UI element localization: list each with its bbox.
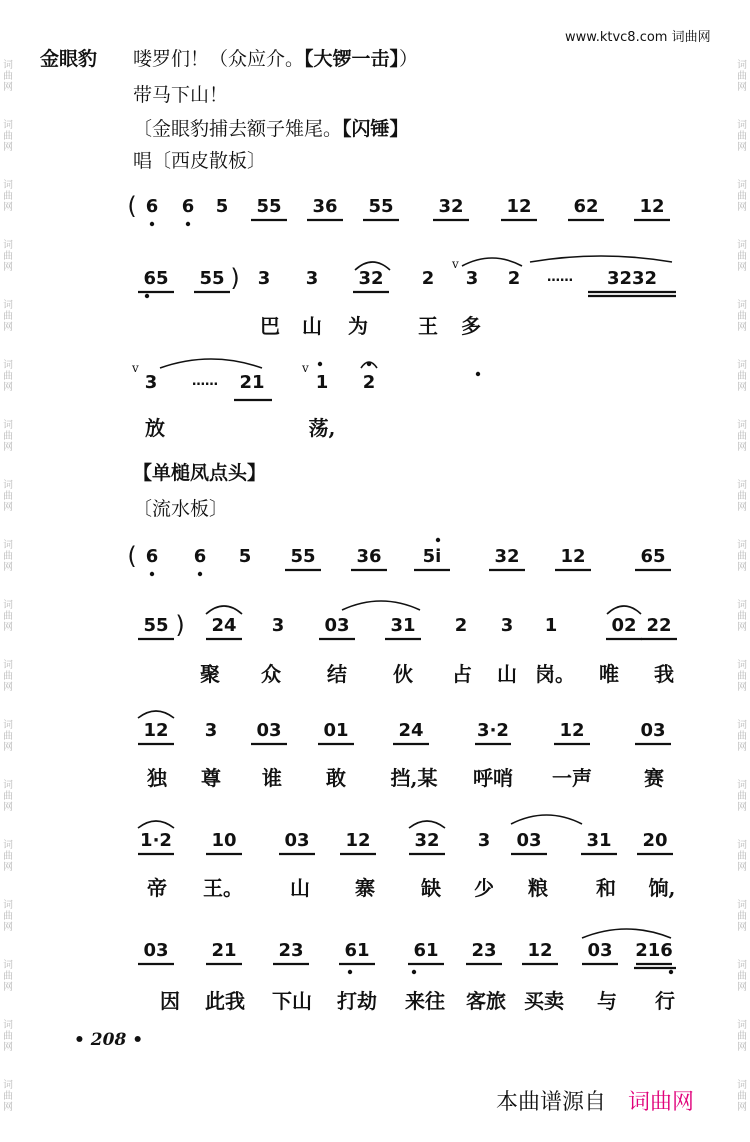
note-row3-0: 3 [144,372,158,393]
note-row1-8: 12 [506,196,532,217]
slur-mark [530,256,672,262]
octave-dot [318,362,322,366]
note-row4-3: 5 [238,546,252,567]
page-number: • 208 • [74,1030,144,1050]
lyric-lyrics7-1: 王。 [203,876,243,900]
watermark-text: 词 曲 网 [737,600,747,633]
note-row6-1: 3 [204,720,218,741]
watermark-text: 词 曲 网 [737,420,747,453]
note-row2-2: ) [230,264,240,292]
note-row4-9: 65 [640,546,666,567]
watermark-text: 词 曲 网 [737,960,747,993]
note-row6-2: 03 [256,720,282,741]
lyric-lyrics8-7: 与 [597,989,617,1013]
watermark-text: 词 曲 网 [3,540,13,573]
note-row3-2: 21 [239,372,265,393]
slur-mark [511,815,582,824]
note-row8-0: 03 [143,940,169,961]
note-row8-4: 61 [413,940,439,961]
note-row7-0: 1·2 [140,830,172,851]
note-row2-0: 65 [143,268,169,289]
note-row1-5: 36 [312,196,338,217]
lyric-lyrics3-1: 荡, [308,416,336,440]
octave-dot [186,222,190,226]
lyric-lyrics7-5: 少 [474,876,494,900]
slur-mark [409,821,445,828]
lyric-lyrics7-6: 粮 [528,876,548,900]
watermark-text: 词 曲 网 [3,900,13,933]
watermark-text: 词 曲 网 [737,840,747,873]
lyric-lyrics7-8: 饷, [648,876,676,900]
note-row5-9: 02 [611,615,637,636]
slur-mark [138,821,174,828]
percussion-cue-3: 【单槌凤点头】 [133,462,267,484]
slur-mark [206,606,242,614]
tempo-label: 〔流水板〕 [133,498,229,520]
note-row7-3: 12 [345,830,371,851]
lyric-lyrics8-5: 客旅 [466,989,506,1013]
lyric-lyrics8-3: 打劫 [337,989,377,1013]
watermark-text: 词 曲 网 [3,660,13,693]
lyric-lyrics3-0: 放 [145,416,165,440]
watermark-text: 词 曲 网 [3,780,13,813]
breath-mark: v [132,361,139,375]
note-row6-3: 01 [323,720,349,741]
note-row1-1: 6 [145,196,159,217]
slur-mark [607,606,641,614]
note-row5-0: 55 [143,615,169,636]
note-row2-9: …… [547,270,573,285]
watermark-text: 词 曲 网 [3,1020,13,1053]
lyric-lyrics7-7: 和 [596,876,616,900]
watermark-text: 词 曲 网 [737,180,747,213]
lyric-lyrics8-6: 买卖 [524,989,564,1013]
note-row1-0: ( [127,192,137,220]
octave-dot [412,970,416,974]
watermark-text: 词 曲 网 [3,840,13,873]
lyric-lyrics6-2: 谁 [262,766,282,790]
note-row8-5: 23 [471,940,497,961]
speaker-name: 金眼豹 [40,48,98,70]
note-row8-6: 12 [527,940,553,961]
lyric-lyrics6-6: 一声 [552,766,592,790]
note-row1-7: 32 [438,196,464,217]
note-row6-0: 12 [143,720,169,741]
note-row5-6: 2 [454,615,468,636]
note-row4-5: 36 [356,546,382,567]
lyric-lyrics5-4: 占 [452,662,472,686]
note-row2-1: 55 [199,268,225,289]
watermark-text: 词 曲 网 [737,300,747,333]
lyric-lyrics5-8: 我 [654,662,674,686]
lyric-lyrics5-3: 伙 [393,662,413,686]
lyric-lyrics2-3: 王 [418,314,438,338]
note-row7-8: 20 [642,830,668,851]
lyric-lyrics8-1: 此我 [205,989,245,1013]
watermark-text: 词 曲 网 [737,540,747,573]
note-row3-4: 2 [362,372,376,393]
lyric-lyrics5-0: 聚 [200,662,220,686]
note-row5-10: 22 [646,615,672,636]
watermark-text: 词 曲 网 [3,720,13,753]
lyric-lyrics6-5: 呼哨 [473,766,513,790]
note-row2-10: 3232 [606,268,658,289]
note-row4-7: 32 [494,546,520,567]
source-footer [496,1085,694,1116]
breath-mark: v [452,257,459,271]
brand-link[interactable]: 词曲网 [628,1090,695,1115]
percussion-cue: 【大锣一击】 [304,48,400,70]
note-row7-1: 10 [211,830,237,851]
note-row8-3: 61 [344,940,370,961]
note-row8-1: 21 [211,940,237,961]
note-row3-3: 1 [315,372,329,393]
note-row8-2: 23 [278,940,304,961]
watermark-text: 词 曲 网 [3,60,13,93]
note-row7-2: 03 [284,830,310,851]
note-row5-5: 31 [390,615,416,636]
dialogue-text-end: ） [399,48,419,70]
lyric-lyrics6-7: 赛 [644,766,664,790]
lyric-lyrics7-4: 缺 [421,876,441,900]
watermark-text: 词 曲 网 [3,1080,13,1113]
lyric-lyrics7-3: 寨 [355,876,375,900]
lyric-lyrics5-5: 山 [497,662,517,686]
stage-direction-text: 〔金眼豹捕去额子雉尾。 [133,118,343,140]
lyric-lyrics8-0: 因 [160,989,180,1013]
lyric-lyrics5-2: 结 [327,662,347,686]
note-row8-8: 216 [635,940,673,961]
watermark-text: 词 曲 网 [737,240,747,273]
breath-mark: v [302,361,309,375]
note-row5-7: 3 [500,615,514,636]
watermark-text: 词 曲 网 [3,480,13,513]
note-row2-5: 32 [358,268,384,289]
site-url[interactable]: www.ktvc8.com [565,30,668,45]
note-row4-8: 12 [560,546,586,567]
note-row4-2: 6 [193,546,207,567]
slur-mark [138,711,174,718]
note-row5-1: ) [175,611,185,639]
note-row1-4: 55 [256,196,282,217]
watermark-text: 词 曲 网 [3,420,13,453]
lyric-lyrics2-1: 山 [302,314,322,338]
note-row6-6: 12 [559,720,585,741]
stray-dot [476,372,480,376]
lyric-lyrics7-2: 山 [290,876,310,900]
note-row1-10: 12 [639,196,665,217]
slur-mark [342,601,420,610]
watermark-text: 词 曲 网 [737,900,747,933]
note-row1-6: 55 [368,196,394,217]
note-row4-0: ( [127,542,137,570]
note-row2-7: 3 [465,268,479,289]
lyric-lyrics5-6: 岗。 [535,662,575,686]
note-row1-3: 5 [215,196,229,217]
octave-dot [669,970,673,974]
note-row7-6: 03 [516,830,542,851]
note-row4-4: 55 [290,546,316,567]
note-row1-9: 62 [573,196,599,217]
lyric-lyrics8-4: 来往 [405,989,445,1013]
watermark-text: 词 曲 网 [737,1080,747,1113]
note-row8-7: 03 [587,940,613,961]
note-row4-1: 6 [145,546,159,567]
note-row4-6: 5i [422,546,442,567]
watermark-text: 词 曲 网 [737,60,747,93]
octave-dot [150,572,154,576]
slur-mark [355,262,390,270]
note-row2-6: 2 [421,268,435,289]
site-name[interactable]: 词曲网 [671,30,711,45]
dialogue-line-2: 带马下山！ [133,84,229,106]
watermark-text: 词 曲 网 [3,120,13,153]
lyric-lyrics7-0: 帝 [147,876,167,900]
note-row7-7: 31 [586,830,612,851]
tune-label: 唱〔西皮散板〕 [133,150,267,172]
watermark-text: 词 曲 网 [737,360,747,393]
lyric-lyrics8-2: 下山 [272,989,312,1013]
slur-mark [462,258,522,266]
lyric-lyrics2-2: 为 [348,314,368,338]
watermark-text: 词 曲 网 [3,180,13,213]
note-row2-4: 3 [305,268,319,289]
note-row6-4: 24 [398,720,424,741]
note-row6-5: 3·2 [477,720,509,741]
note-row7-4: 32 [414,830,440,851]
lyric-lyrics6-4: 挡,某 [390,766,438,790]
note-row7-5: 3 [477,830,491,851]
watermark-text: 词 曲 网 [3,600,13,633]
note-row2-3: 3 [257,268,271,289]
watermark-text: 词 曲 网 [3,960,13,993]
lyric-lyrics6-3: 敢 [326,766,346,790]
slur-mark [582,929,671,938]
fermata-dot [367,362,371,366]
octave-dot [348,970,352,974]
note-row5-4: 03 [324,615,350,636]
watermark-text: 词 曲 网 [737,780,747,813]
lyric-lyrics6-0: 独 [147,766,167,790]
note-row5-3: 3 [271,615,285,636]
watermark-text: 词 曲 网 [737,480,747,513]
percussion-cue-2: 【闪锤】 [342,118,409,140]
watermark-text: 词 曲 网 [737,1020,747,1053]
octave-dot [145,294,149,298]
note-row5-8: 1 [544,615,558,636]
note-row2-8: 2 [507,268,521,289]
lyric-lyrics5-1: 众 [261,662,281,686]
high-octave-dot [436,538,440,542]
lyric-lyrics2-0: 巴 [260,314,280,338]
source-label: 本曲谱源自 [496,1090,607,1115]
watermark-text: 词 曲 网 [3,360,13,393]
note-row3-1: …… [192,374,218,389]
note-row6-7: 03 [640,720,666,741]
watermark-text: 词 曲 网 [3,240,13,273]
dialogue-text: 喽罗们！（众应介。 [133,48,305,70]
lyric-lyrics6-1: 尊 [201,766,221,790]
note-row5-2: 24 [211,615,237,636]
lyric-lyrics5-7: 唯 [599,662,619,686]
watermark-text: 词 曲 网 [737,660,747,693]
watermark-text: 词 曲 网 [3,300,13,333]
lyric-lyrics8-8: 行 [655,989,675,1013]
note-row1-2: 6 [181,196,195,217]
watermark-text: 词 曲 网 [737,120,747,153]
octave-dot [198,572,202,576]
watermark-text: 词 曲 网 [737,720,747,753]
lyric-lyrics2-4: 多 [461,314,481,338]
slur-mark [160,359,262,368]
octave-dot [150,222,154,226]
